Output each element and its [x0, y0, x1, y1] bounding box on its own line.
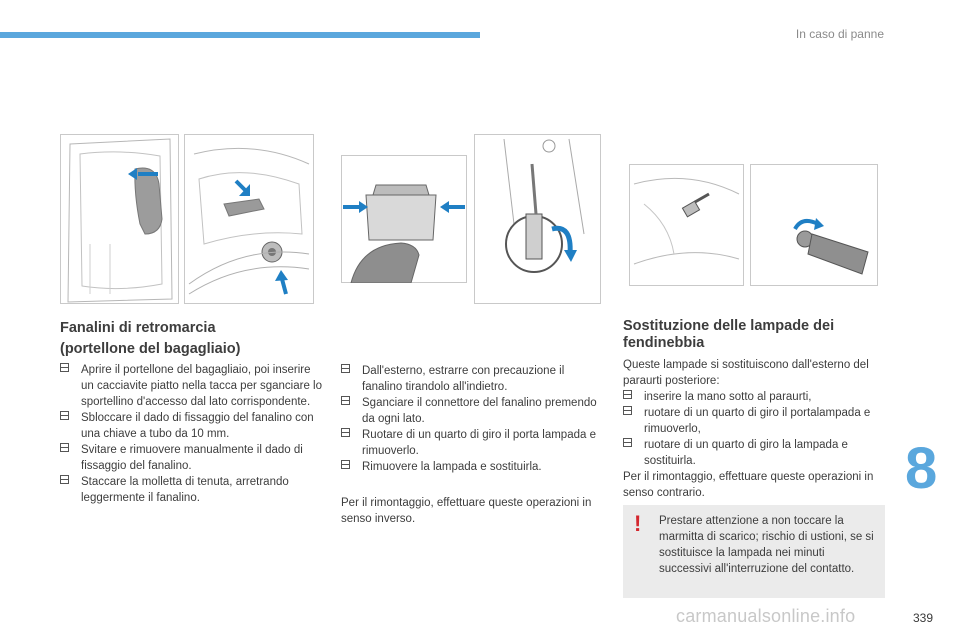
checkbox-bullet-icon	[623, 406, 632, 415]
nut-removal-drawing	[184, 134, 314, 304]
checkbox-bullet-icon	[60, 475, 69, 484]
step-text: Ruotare di un quarto di giro il porta lampada e rimuoverlo.	[362, 429, 596, 457]
checkbox-bullet-icon	[341, 460, 350, 469]
step-text: Svitare e rimuovere manualmente il dado di fissaggio del fanalino.	[81, 444, 303, 472]
checkbox-bullet-icon	[341, 396, 350, 405]
tailgate-flap-drawing	[60, 134, 179, 304]
bulb-holder-drawing	[474, 134, 601, 304]
checkbox-bullet-icon	[60, 363, 69, 372]
warning-box	[623, 505, 885, 598]
step-text: ruotare di un quarto di giro la lampada e sostituirla.	[644, 439, 848, 467]
fog-lamps-steps-list	[623, 389, 885, 469]
fog-lamps-heading	[623, 318, 885, 352]
checkbox-bullet-icon	[60, 411, 69, 420]
step-text: Rimuovere la lampada e sostituirla.	[362, 461, 542, 473]
step-text: Aprire il portellone del bagagliaio, poi inserire un cacciavite piatto nella tacca per sganciare lo sportellino d'accesso dal lato corrispondente.	[81, 364, 323, 408]
reversing-lamps-steps-list-continued	[341, 363, 603, 475]
checkbox-bullet-icon	[341, 364, 350, 373]
step-text: Sganciare il connettore del fanalino premendo da ogni lato.	[362, 397, 597, 425]
fog-lamp-bulb-drawing	[750, 164, 878, 286]
connector-unclip-drawing	[341, 155, 467, 283]
list-item	[60, 410, 322, 442]
step-text: Dall'esterno, estrarre con precauzione il fanalino tirandolo all'indietro.	[362, 365, 565, 393]
illustration-fog-lamp-bulb	[750, 164, 878, 286]
reversing-lamps-heading	[60, 318, 320, 360]
warning-exclamation-icon: !	[634, 511, 642, 536]
list-item	[341, 427, 603, 459]
checkbox-bullet-icon	[623, 438, 632, 447]
list-item	[60, 474, 322, 506]
list-item	[623, 389, 885, 405]
list-item	[341, 395, 603, 427]
list-item	[60, 442, 322, 474]
step-text: Staccare la molletta di tenuta, arretrando leggermente il fanalino.	[81, 476, 289, 504]
reversing-lamps-title-line2: (portellone del bagagliaio)	[60, 341, 241, 357]
step-text: ruotare di un quarto di giro il portalampada e rimuoverlo,	[644, 407, 871, 435]
watermark: carmanualsonline.info	[676, 606, 856, 626]
reversing-lamps-steps-list	[60, 362, 322, 506]
fog-lamps-intro: Queste lampade si sostituiscono dall'esterno del paraurti posteriore:	[623, 359, 869, 387]
section-title: In caso di panne	[795, 27, 884, 41]
step-text: inserire la mano sotto al paraurti,	[644, 391, 812, 403]
reversing-lamps-refit-note: Per il rimontaggio, effettuare queste operazioni in senso inverso.	[341, 497, 592, 525]
checkbox-bullet-icon	[60, 443, 69, 452]
list-item	[341, 363, 603, 395]
fog-lamp-holder-drawing	[629, 164, 744, 286]
list-item	[341, 459, 603, 475]
warning-text: Prestare attenzione a non toccare la marmitta di scarico; rischio di ustioni, se si sostituisce la lampada nei minuti successivi all'interruzione del contatto.	[659, 515, 874, 575]
header-accent-bar	[0, 32, 480, 38]
reversing-lamps-title-line1: Fanalini di retromarcia	[60, 320, 216, 336]
list-item	[623, 437, 885, 469]
list-item	[623, 405, 885, 437]
checkbox-bullet-icon	[623, 390, 632, 399]
list-item	[60, 362, 322, 410]
page-number: 339	[913, 611, 934, 625]
fog-lamps-title-line1: Sostituzione delle lampade dei	[623, 318, 835, 334]
chapter-number: 8	[905, 436, 938, 501]
illustration-tailgate-access-flap	[60, 134, 179, 304]
illustration-connector-unclip	[341, 155, 467, 283]
illustration-fog-lamp-holder	[629, 164, 744, 286]
illustration-bulb-holder-rotation	[474, 134, 601, 304]
fog-lamps-title-line2: fendinebbia	[623, 335, 705, 351]
fog-lamps-refit-note: Per il rimontaggio, effettuare queste operazioni in senso contrario.	[623, 471, 874, 499]
step-text: Sbloccare il dado di fissaggio del fanalino con una chiave a tubo da 10 mm.	[81, 412, 314, 440]
checkbox-bullet-icon	[341, 428, 350, 437]
illustration-nut-removal	[184, 134, 314, 304]
